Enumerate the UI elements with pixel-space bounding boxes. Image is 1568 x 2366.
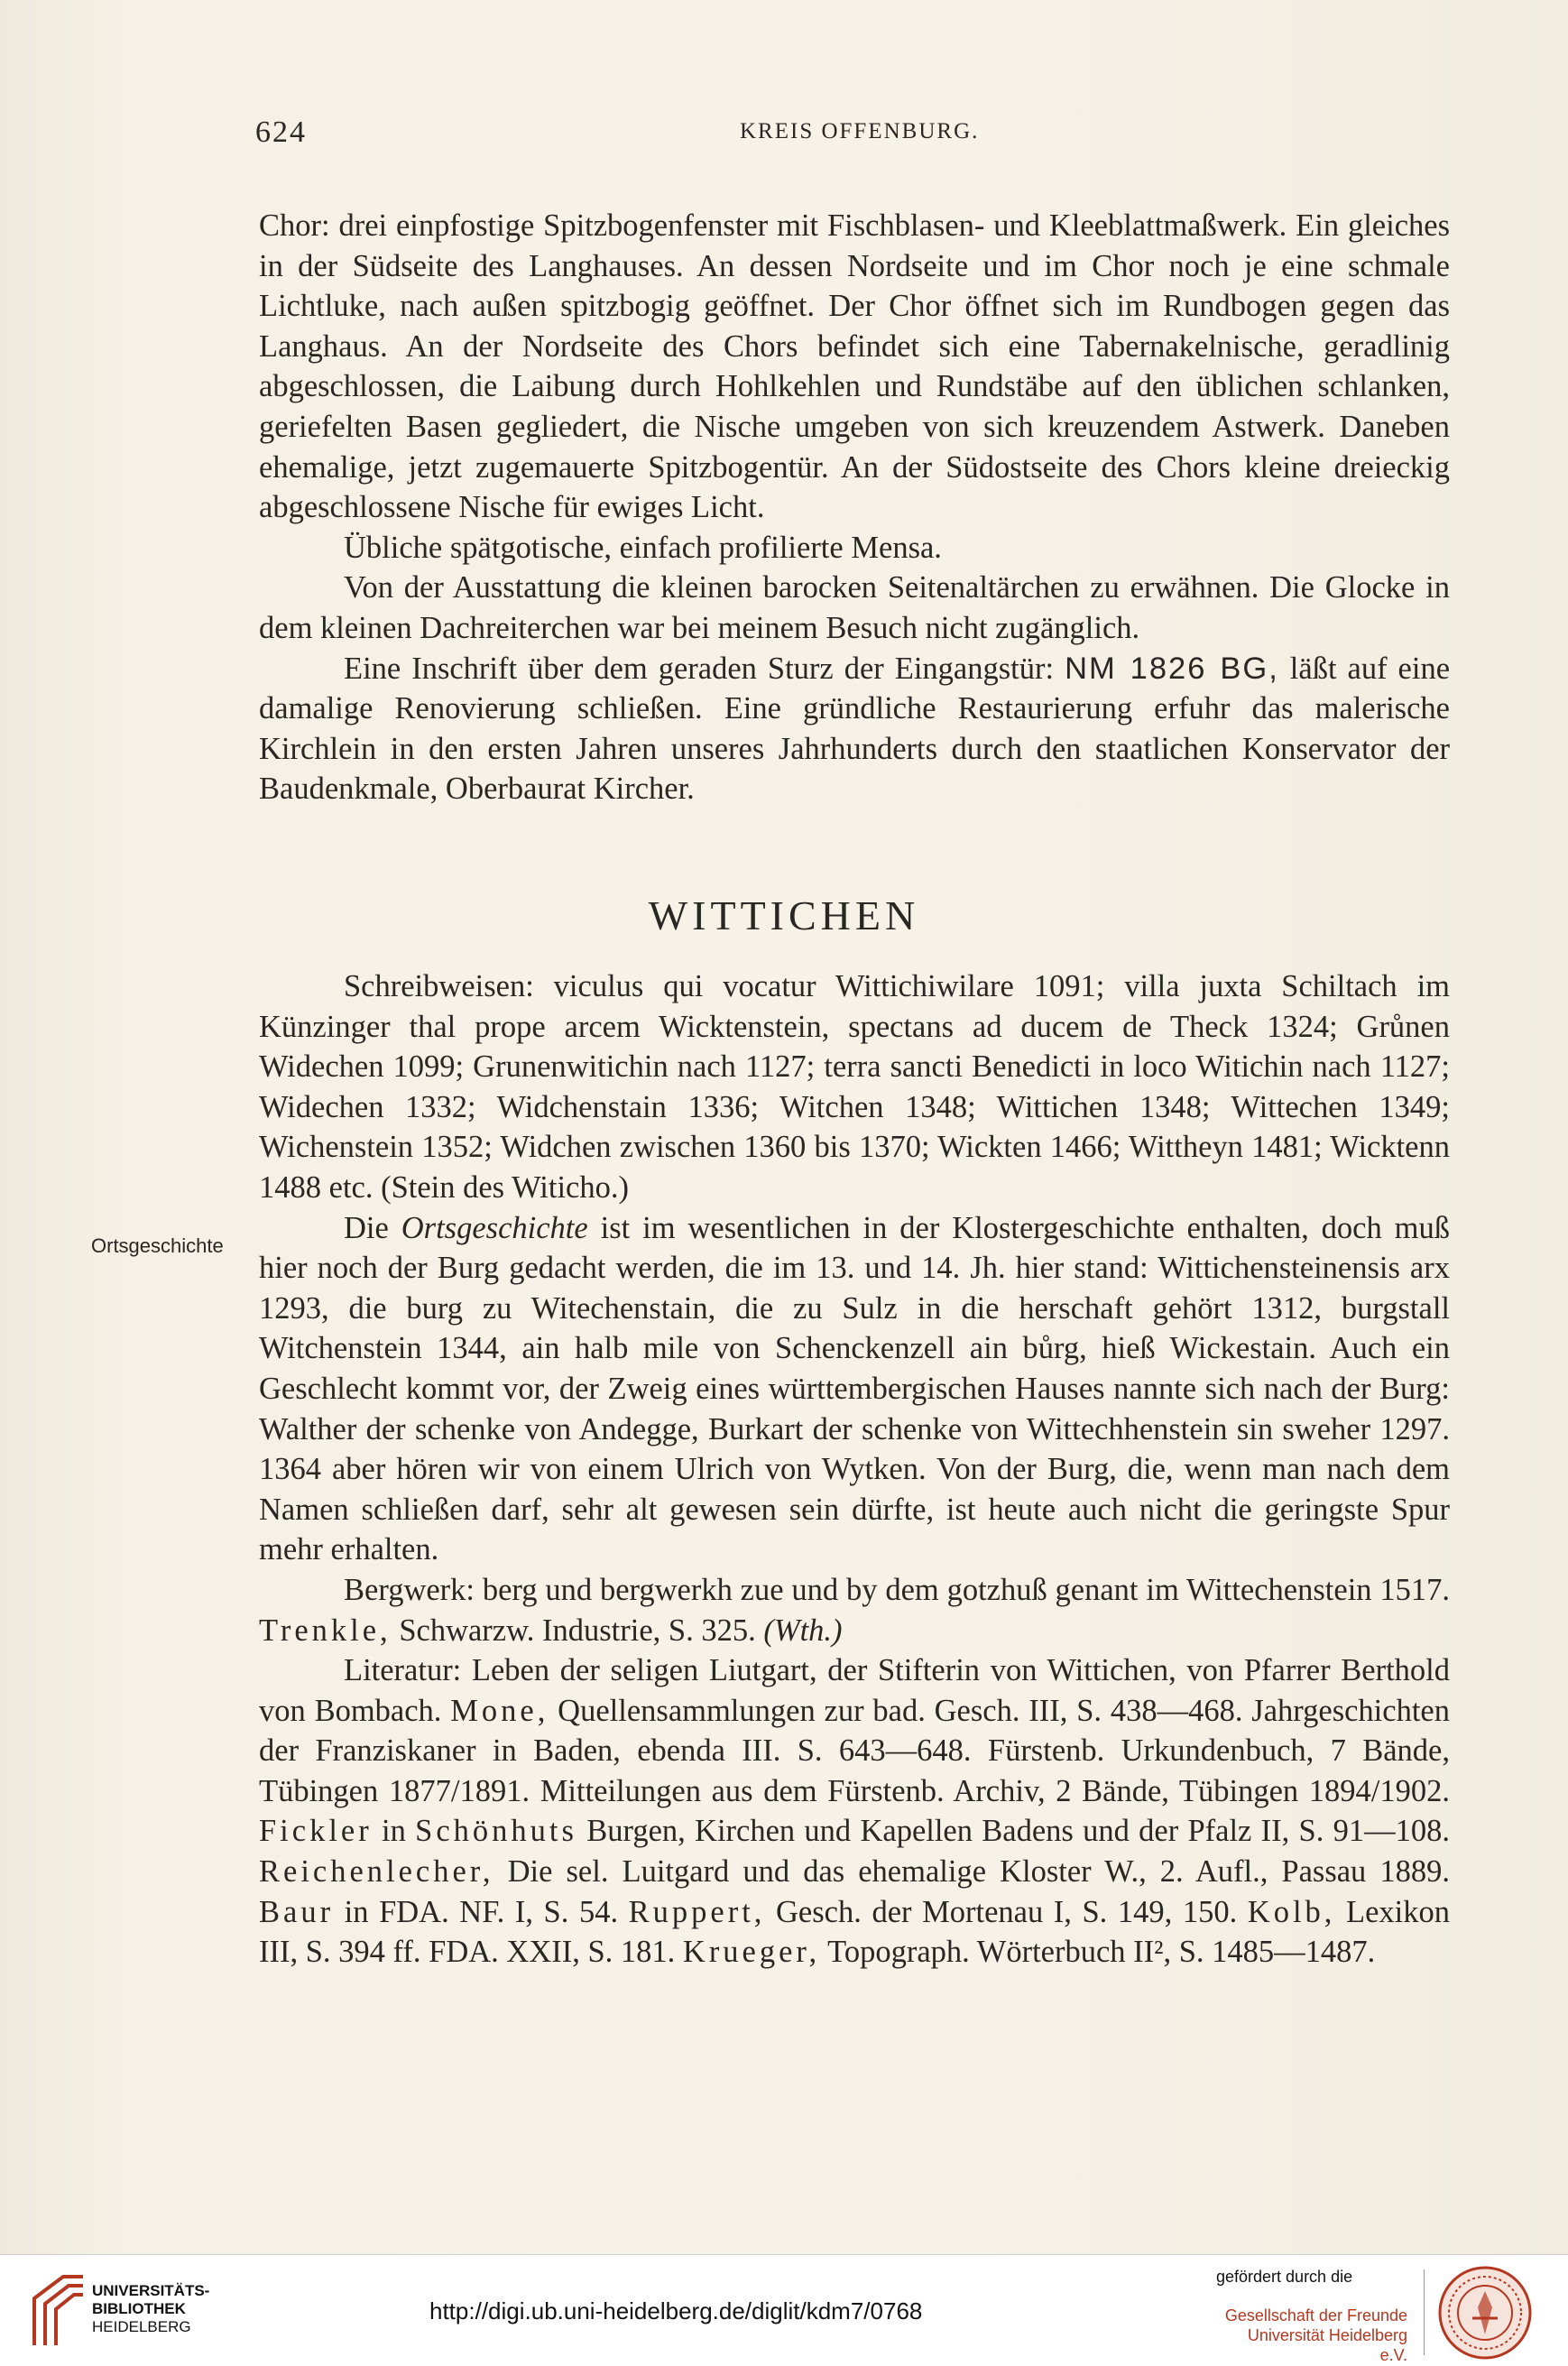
footer-bar	[0, 2254, 1568, 2366]
ortsgeschichte-lead: Die	[344, 1210, 389, 1245]
library-name[interactable]	[92, 2282, 209, 2336]
literatur-author: Fickler	[259, 1814, 373, 1849]
library-line: HEIDELBERG	[92, 2318, 191, 2335]
sponsor-line: Gesellschaft der Freunde	[1224, 2306, 1407, 2324]
literatur-author: Krueger,	[682, 1935, 821, 1970]
literatur-author: Kolb,	[1247, 1894, 1336, 1929]
intro-text	[259, 206, 1450, 809]
sponsor-line: Universität Heidelberg e.V.	[1247, 2326, 1407, 2364]
page-number: 624	[255, 116, 307, 149]
inscription-code: NM 1826 BG,	[1065, 651, 1279, 686]
literatur-text: Gesch. der Mortenau I, S. 149, 150.	[765, 1894, 1248, 1929]
paragraph-chor: Chor: drei einpfostige Spitzbogenfenster mit Fischblasen- und Kleeblattmaßwerk. Ein gleiches in der Südseite des Langhauses. An dessen Nordseite und im Chor noch je eine schmale Lichtluke, nach außen spitzbogig geöffnet. Der Chor öffnet sich im Rundbogen gegen das Langhaus. An der Nordseite des Chors befindet sich eine Tabernakelnische, geradlinig abgeschlossen, die Laibung durch Hohlkehlen und Rundstäbe auf den üblichen schlanken, geriefelten Basen gegliedert, die Nische umgeben von sich kreuzendem Astwerk. Daneben ehemalige, jetzt zugemauerte Spitzbogentür. An der Südostseite des Chors kleine dreieckig abgeschlossene Nische für ewiges Licht.	[259, 208, 1450, 525]
library-line: UNIVERSITÄTS-	[92, 2282, 210, 2299]
literatur-text: Lexikon III, S. 394 ff. FDA. XXII, S. 181.	[259, 1894, 1450, 1970]
literatur-author: Mone,	[450, 1693, 549, 1728]
literatur-text: Die sel. Luitgard und das ehemalige Kloster W., 2. Aufl., Passau 1889.	[493, 1854, 1450, 1890]
digital-object-link[interactable]: http://digi.ub.uni-heidelberg.de/diglit/kdm7/0768	[429, 2297, 923, 2324]
footer-divider	[1424, 2269, 1425, 2355]
paragraph-ausstattung: Von der Ausstattung die kleinen barocken Seitenaltärchen zu erwähnen. Die Glocke in dem kleinen Dachreiterchen war bei meinem Besuch nicht zugänglich.	[259, 570, 1450, 645]
sponsor-link[interactable]	[1218, 2306, 1407, 2365]
paragraph-bergwerk	[259, 1570, 1450, 1650]
running-head	[0, 116, 1568, 152]
ortsgeschichte-body: ist im wesentlichen in der Klostergeschichte enthalten, doch muß hier noch der Burg gedacht werden, die im 13. und 14. Jh. hier stand: Wittichensteinensis arx 1293, die burg zu Witechenstain, die zu Sulz in die herschaft gehört 1312, burgstall Witchenstein 1344, ain halb mile von Schenckenzell ain bůrg, hieß Wickestain. Auch ein Geschlecht kommt vor, der Zweig eines württembergischen Hauses nannte sich nach der Burg: Walther der schenke von Andegge, Burkart der schenke von Wittechhenstein sin sweher 1297. 1364 aber hören wir von einem Ulrich von Wytken. Von der Burg, die, wenn man nach dem Namen schließen darf, sehr alt gewesen sein dürfte, ist heute auch nicht die geringste Spur mehr erhalten.	[259, 1210, 1450, 1567]
paragraph-inschrift	[259, 649, 1450, 809]
bergwerk-source: Schwarzw. Industrie, S. 325.	[399, 1613, 756, 1648]
library-line: BIBLIOTHEK	[92, 2300, 186, 2317]
paragraph-schreibweisen: Schreibweisen: viculus qui vocatur Wittichiwilare 1091; villa juxta Schiltach im Künzinger thal prope arcem Wicktenstein, spectans ad ducem de Theck 1324; Grůnen Widechen 1099; Grunenwitichin nach 1127; terra sancti Benedicti in loco Witichin nach 1127; Widechen 1332; Widchenstain 1336; Witchen 1348; Wittichen 1348; Wittechen 1349; Wichenstein 1352; Widchen zwischen 1360 bis 1370; Wickten 1466; Wittheyn 1481; Wicktenn 1488 etc. (Stein des Witicho.)	[259, 969, 1450, 1205]
literatur-author: Schönhuts	[415, 1814, 577, 1849]
wittichen-text	[259, 966, 1450, 1973]
literatur-text: Quellensammlungen zur bad. Gesch. III, S. 438—468. Jahrgeschichten der Franziskaner in Baden, ebenda III. S. 643—648. Fürstenb. Urkundenbuch, 7 Bände, Tübingen 1877/1891. Mitteilungen aus dem Fürstenb. Archiv, 2 Bände, Tübingen 1894/1902.	[259, 1693, 1450, 1808]
literatur-author: Ruppert,	[628, 1894, 766, 1929]
literatur-text: Literatur: Leben der seligen Liutgart, der Stifterin von Wittichen, von Pfarrer Berthold von Bombach.	[259, 1653, 1450, 1728]
ortsgeschichte-term: Ortsgeschichte	[401, 1210, 588, 1245]
literatur-text: Burgen, Kirchen und Kapellen Badens und der Pfalz II, S. 91—108.	[576, 1814, 1450, 1849]
inschrift-text: Eine Inschrift über dem geraden Sturz der Eingangstür:	[344, 651, 1055, 686]
library-logo-icon[interactable]	[27, 2273, 90, 2349]
literatur-text: in	[372, 1814, 416, 1849]
literatur-text: Topograph. Wörterbuch II², S. 1485—1487.	[820, 1935, 1376, 1970]
margin-note: Ortsgeschichte	[91, 1234, 224, 1257]
literatur-text: in FDA. NF. I, S. 54.	[334, 1894, 629, 1929]
bergwerk-text: Bergwerk: berg und bergwerkh zue und by dem gotzhuß genant im Wittechenstein 1517.	[344, 1572, 1450, 1607]
university-seal-icon	[1436, 2264, 1534, 2361]
bergwerk-author: Trenkle,	[259, 1613, 392, 1648]
section-heading: WITTICHEN	[648, 892, 920, 938]
paragraph-mensa: Übliche spätgotische, einfach profilierte Mensa.	[344, 530, 942, 565]
paragraph-literatur	[259, 1650, 1450, 1973]
literatur-author: Reichenlecher,	[259, 1854, 494, 1890]
sponsor-intro: gefördert durch die	[1216, 2268, 1353, 2286]
paragraph-ortsgeschichte	[259, 1208, 1450, 1570]
inschrift-text-rest: läßt auf eine damalige Renovierung schließen. Eine gründliche Restaurierung erfuhr das malerische Kirchlein in den ersten Jahren unseres Jahrhunderts durch den staatlichen Konservator der Baudenkmale, Oberbaurat Kircher.	[259, 651, 1451, 807]
running-title: KREIS OFFENBURG.	[740, 119, 980, 143]
bergwerk-sigil: (Wth.)	[763, 1613, 843, 1648]
literatur-author: Baur	[259, 1894, 335, 1929]
